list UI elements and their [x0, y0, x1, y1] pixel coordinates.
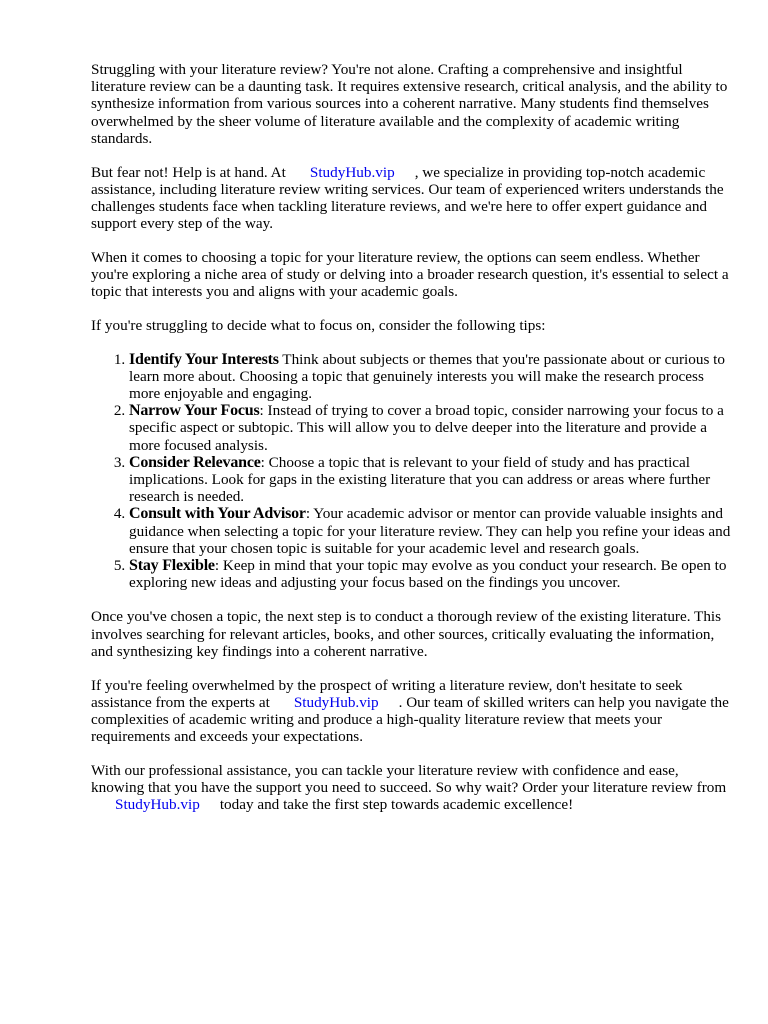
tip-item [129, 351, 731, 403]
closing-text-after: today and take the first step towards academic excellence! [219, 796, 574, 814]
tips-intro-paragraph: If you're struggling to decide what to focus on, consider the following tips: [91, 316, 546, 334]
tip-item [129, 557, 731, 591]
tip-term: Narrow Your Focus [129, 402, 260, 420]
tip-term: Consider Relevance [129, 453, 261, 471]
assistance-paragraph [91, 677, 731, 746]
tip-item [129, 454, 731, 506]
review-paragraph: Once you've chosen a topic, the next step is to conduct a thorough review of the existing literature. This involves searching for relevant articles, books, and other sources, critically evaluating the information, and synthesizing key findings into a coherent narrative. [91, 608, 722, 660]
studyhub-link-2[interactable]: StudyHub.vip [293, 693, 379, 711]
tip-item [129, 402, 731, 454]
tip-text: Think about subjects or themes that you're passionate about or curious to learn more about. Choosing a topic that genuinely interests you will make the research process more enjoyable and engaging. [129, 350, 725, 403]
intro-paragraph: Struggling with your literature review? You're not alone. Crafting a comprehensive and insightful literature review can be a daunting task. It requires extensive research, critical analysis, and the ability to synthesize information from various sources into a coherent narrative. Many students find themselves overwhelmed by the sheer volume of literature available and the complexity of academic writing standards. [91, 61, 728, 147]
closing-paragraph [91, 762, 731, 814]
topic-paragraph: When it comes to choosing a topic for your literature review, the options can seem endless. Whether you're exploring a niche area of study or delving into a broader research question, it's essential to select a topic that interests you and aligns with your academic goals. [91, 248, 729, 301]
tip-text: : Instead of trying to cover a broad topic, consider narrowing your focus to a specific aspect or subtopic. This will allow you to delve deeper into the literature and provide a more focused analysis. [129, 402, 724, 454]
tip-text: : Keep in mind that your topic may evolve as you conduct your research. Be open to exploring new ideas and adjusting your focus based on the findings you uncover. [129, 557, 727, 592]
tips-list [91, 351, 731, 592]
document-body [91, 61, 731, 830]
tip-term: Stay Flexible [129, 557, 215, 575]
closing-text-before: With our professional assistance, you can tackle your literature review with confidence and ease, knowing that you have the support you need to succeed. So why wait? Order your literature review from [91, 761, 727, 797]
tip-term: Identify Your Interests [129, 350, 279, 368]
tip-item [129, 505, 731, 557]
help-text-before: But fear not! Help is at hand. At [91, 163, 286, 181]
tip-text: : Your academic advisor or mentor can provide valuable insights and guidance when selecting a topic for your literature review. They can help you refine your ideas and ensure that your chosen topic is suitable for your academic level and research goals. [129, 505, 731, 557]
assistance-text-after: . Our team of skilled writers can help you navigate the complexities of academic writing and produce a high-quality literature review that meets your requirements and exceeds your expectations. [91, 693, 729, 746]
studyhub-link-1[interactable]: StudyHub.vip [309, 163, 395, 181]
help-text-after: , we specialize in providing top-notch academic assistance, including literature review writing services. Our team of experienced writers understands the challenges students face when tackling literature reviews, and we're here to offer expert guidance and support every step of the way. [91, 163, 724, 233]
assistance-text-before: If you're feeling overwhelmed by the prospect of writing a literature review, don't hesitate to seek assistance from the experts at [91, 676, 683, 711]
tip-term: Consult with Your Advisor [129, 505, 306, 523]
help-paragraph [91, 164, 731, 233]
studyhub-link-3[interactable]: StudyHub.vip [115, 796, 200, 814]
tip-text: : Choose a topic that is relevant to your field of study and has practical implications. Look for gaps in the existing literature that you can address or areas where further research is needed. [129, 453, 711, 506]
